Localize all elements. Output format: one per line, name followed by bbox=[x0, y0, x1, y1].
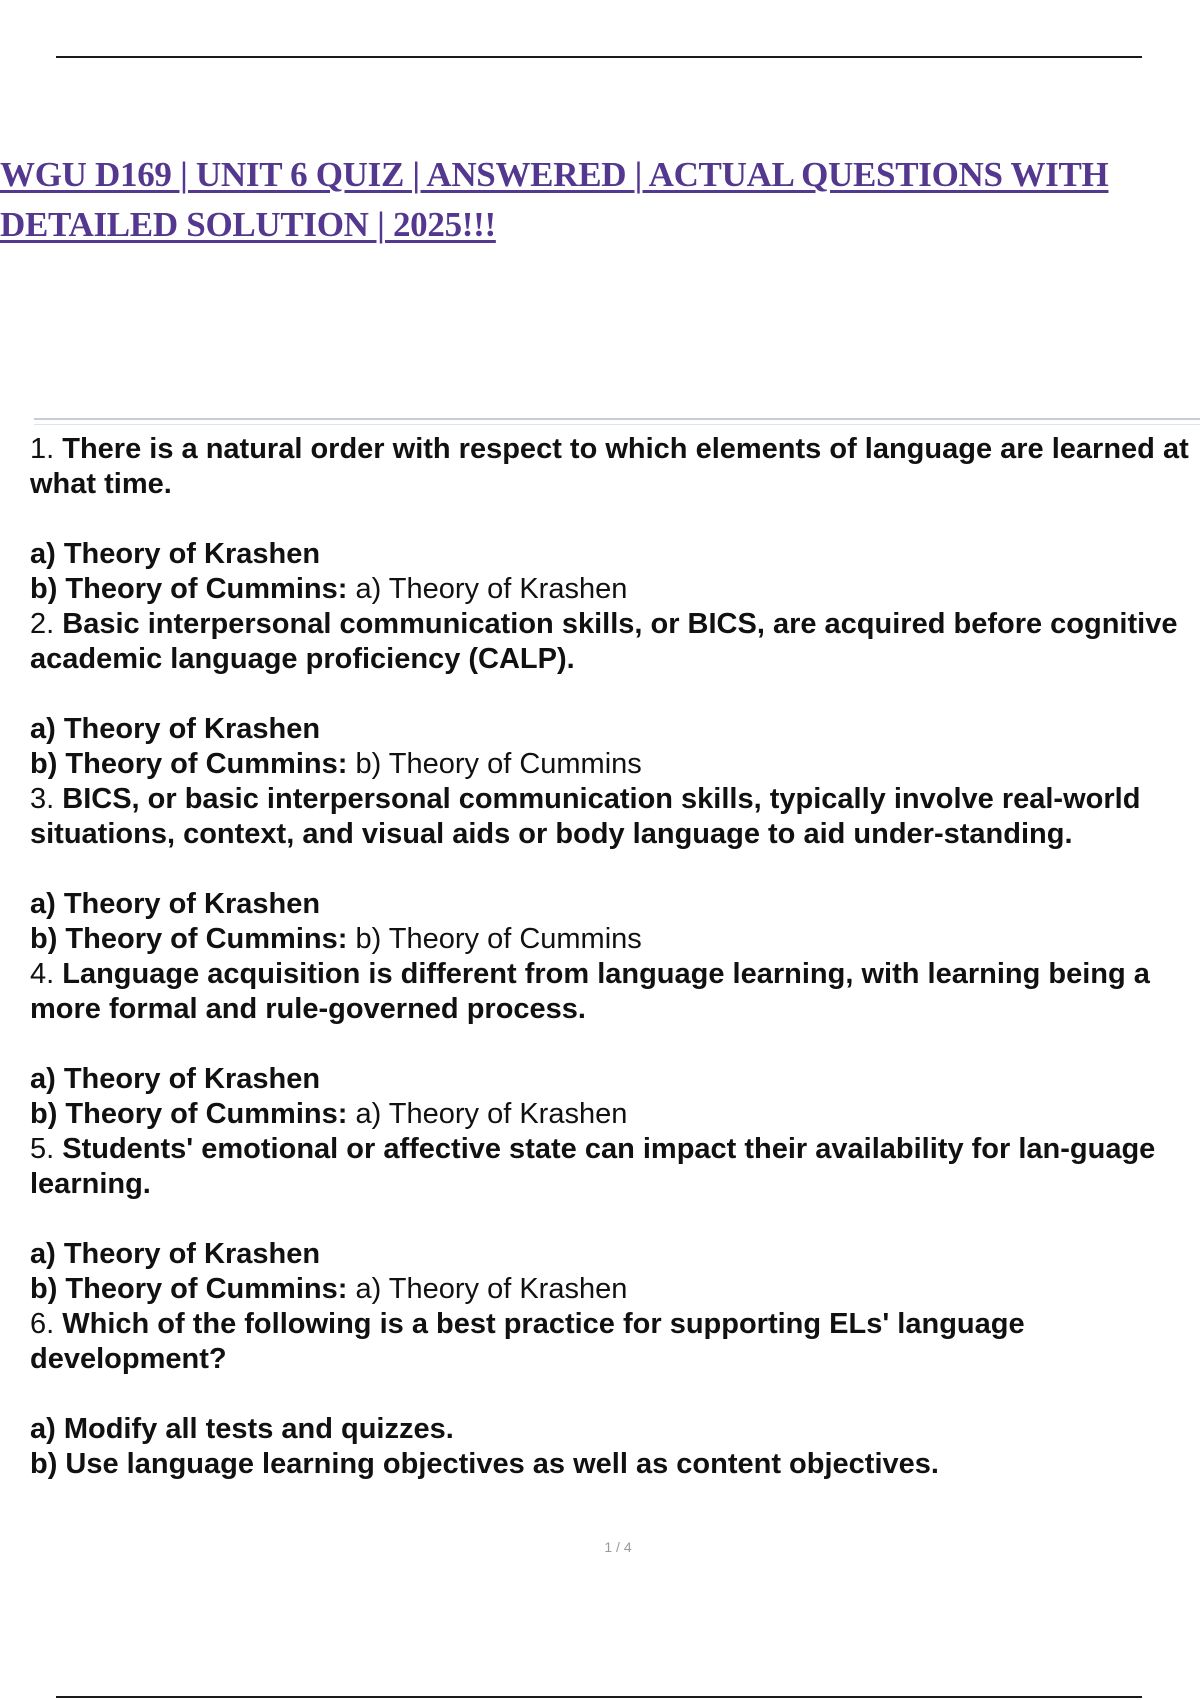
question-number: 4. bbox=[30, 958, 55, 990]
option-b bbox=[30, 1272, 1200, 1307]
option-a-label: a) Theory of Krashen bbox=[30, 1238, 321, 1270]
question-text: Which of the following is a best practice for supporting ELs' language development? bbox=[30, 1308, 1025, 1375]
question-prompt bbox=[30, 607, 1200, 677]
option-b-label: b) Theory of Cummins: bbox=[30, 923, 348, 955]
question-prompt bbox=[30, 957, 1200, 1027]
question-prompt bbox=[30, 432, 1200, 502]
question-6 bbox=[30, 1307, 1200, 1482]
question-number: 2. bbox=[30, 608, 55, 640]
question-prompt bbox=[30, 1132, 1200, 1202]
question-text: There is a natural order with respect to which elements of language are learned at what time. bbox=[30, 433, 1189, 500]
blank-line bbox=[30, 1027, 1200, 1062]
blank-line bbox=[30, 1202, 1200, 1237]
option-b-label: b) Use language learning objectives as well as content objectives. bbox=[30, 1448, 939, 1480]
question-number: 3. bbox=[30, 783, 55, 815]
question-prompt bbox=[30, 1307, 1200, 1377]
blank-line bbox=[30, 1377, 1200, 1412]
question-5 bbox=[30, 1132, 1200, 1307]
option-a-label: a) Modify all tests and quizzes. bbox=[30, 1413, 454, 1445]
page-number: 1 / 4 bbox=[604, 1539, 632, 1555]
option-a-label: a) Theory of Krashen bbox=[30, 538, 321, 570]
question-text: Basic interpersonal communication skills, or BICS, are acquired before cognitive academic language proficiency (CALP). bbox=[30, 608, 1178, 675]
blank-line bbox=[30, 677, 1200, 712]
section-separator bbox=[34, 418, 1200, 425]
document-title: WGU D169 | UNIT 6 QUIZ | ANSWERED | ACTUAL QUESTIONS WITH DETAILED SOLUTION | 2025!!! bbox=[0, 155, 1109, 244]
question-4 bbox=[30, 957, 1200, 1132]
option-b bbox=[30, 747, 1200, 782]
question-text: Language acquisition is different from language learning, with learning being a more formal and rule-governed process. bbox=[30, 958, 1150, 1025]
option-b bbox=[30, 922, 1200, 957]
question-number: 6. bbox=[30, 1308, 55, 1340]
answer-text: b) Theory of Cummins bbox=[355, 748, 642, 780]
question-text: Students' emotional or affective state can impact their availability for lan-guage learning. bbox=[30, 1133, 1156, 1200]
option-a bbox=[30, 537, 1200, 572]
question-number: 1. bbox=[30, 433, 55, 465]
option-a bbox=[30, 712, 1200, 747]
top-rule bbox=[56, 56, 1142, 58]
option-b bbox=[30, 1097, 1200, 1132]
blank-line bbox=[30, 502, 1200, 537]
question-2 bbox=[30, 607, 1200, 782]
answer-text: b) Theory of Cummins bbox=[355, 923, 642, 955]
option-b bbox=[30, 1447, 1200, 1482]
answer-text: a) Theory of Krashen bbox=[355, 573, 628, 605]
option-a-label: a) Theory of Krashen bbox=[30, 713, 321, 745]
option-b-label: b) Theory of Cummins: bbox=[30, 573, 348, 605]
blank-line bbox=[30, 852, 1200, 887]
option-a-label: a) Theory of Krashen bbox=[30, 888, 321, 920]
question-prompt bbox=[30, 782, 1200, 852]
answer-text: a) Theory of Krashen bbox=[355, 1273, 628, 1305]
option-a bbox=[30, 1412, 1200, 1447]
option-a bbox=[30, 1237, 1200, 1272]
question-number: 5. bbox=[30, 1133, 55, 1165]
option-b-label: b) Theory of Cummins: bbox=[30, 1098, 348, 1130]
option-b bbox=[30, 572, 1200, 607]
answer-text: a) Theory of Krashen bbox=[355, 1098, 628, 1130]
question-3 bbox=[30, 782, 1200, 957]
option-a bbox=[30, 1062, 1200, 1097]
bottom-rule bbox=[56, 1696, 1142, 1698]
option-b-label: b) Theory of Cummins: bbox=[30, 1273, 348, 1305]
question-text: BICS, or basic interpersonal communication skills, typically involve real-world situations, context, and visual aids or body language to aid under-standing. bbox=[30, 783, 1141, 850]
quiz-content bbox=[30, 432, 1200, 1482]
option-a-label: a) Theory of Krashen bbox=[30, 1063, 321, 1095]
option-a bbox=[30, 887, 1200, 922]
option-b-label: b) Theory of Cummins: bbox=[30, 748, 348, 780]
question-1 bbox=[30, 432, 1200, 607]
